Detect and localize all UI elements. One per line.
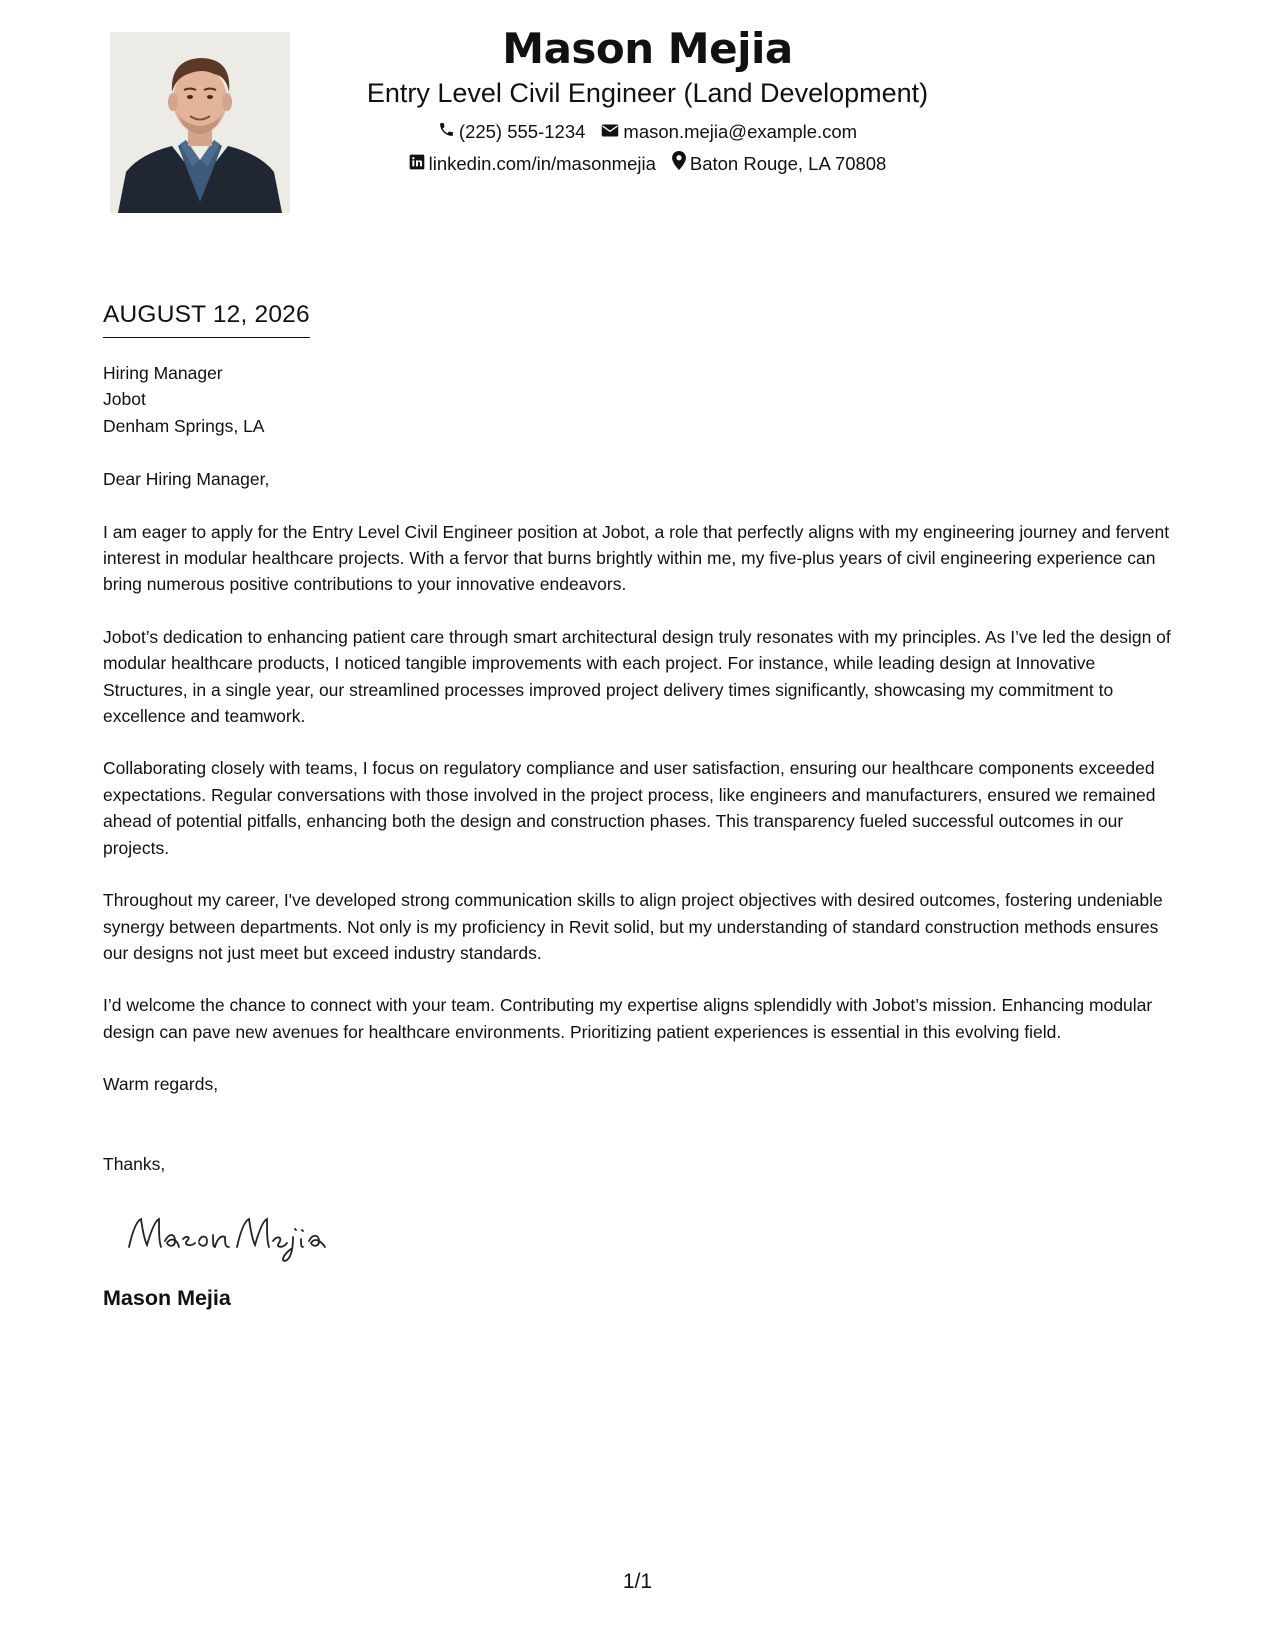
signature (125, 1203, 345, 1263)
salutation: Dear Hiring Manager, (103, 469, 270, 490)
thanks-line: Thanks, (103, 1153, 166, 1174)
email-contact[interactable] (601, 116, 857, 148)
applicant-name: Mason Mejia (502, 24, 793, 73)
phone-icon (438, 116, 455, 148)
letter-paragraph: Jobot’s dedication to enhancing patient care through smart architectural design truly resonates with my principles. As I’ve led the design of modular healthcare products, I noticed tangible improvements with each project. For instance, while leading design at Innovative Structures, in a single year, our streamlined processes improved project delivery times significantly, showcasing my commitment to excellence and teamwork. (103, 626, 1171, 727)
linkedin-url[interactable]: linkedin.com/in/masonmejia (428, 153, 656, 174)
handwritten-signature (125, 1203, 345, 1263)
signed-name: Mason Mejia (103, 1285, 231, 1310)
recipient-company: Jobot (103, 389, 146, 410)
recipient-name: Hiring Manager (103, 363, 223, 383)
profile-photo-illustration (110, 32, 290, 213)
letter-date: AUGUST 12, 2026 (103, 298, 310, 338)
envelope-icon (601, 116, 619, 148)
letter-paragraph: I’d welcome the chance to connect with your team. Contributing my expertise aligns splendidly with Jobot’s mission. Enhancing modular design can pave new avenues for healthcare environments. Prioritizing patient experiences is essential in this evolving field. (103, 995, 1153, 1042)
job-title: Entry Level Civil Engineer (Land Development) (366, 78, 929, 108)
letter-paragraph: Throughout my career, I've developed strong communication skills to align project objectives with desired outcomes, fostering undeniable synergy between departments. Not only is my proficiency in Revit solid, but my understanding of standard construction methods ensures our designs not just meet but exceed industry standards. (103, 890, 1163, 963)
linkedin-contact[interactable] (409, 148, 656, 180)
resume-header (290, 22, 1005, 180)
letter-paragraph: I am eager to apply for the Entry Level Civil Engineer position at Jobot, a role that perfectly aligns with my engineering journey and fervent interest in modular healthcare projects. With a fervor that burns brightly within me, my five-plus years of civil engineering experience can bring numerous positive contributions to your innovative endeavors. (103, 521, 1170, 595)
location-contact (672, 148, 886, 180)
recipient-block (103, 360, 1183, 439)
letter-paragraph: Collaborating closely with teams, I focus on regulatory compliance and user satisfaction, ensuring our healthcare components exceeded expectations. Regular conversations with those involved in the project process, like engineers and manufacturers, ensured we remained ahead of potential pitfalls, enhancing both the design and construction phases. This transparency fueled successful outcomes in our projects. (103, 758, 1156, 858)
location-text: Baton Rouge, LA 70808 (689, 153, 887, 174)
recipient-location: Denham Springs, LA (103, 415, 265, 436)
contact-row-2 (290, 148, 1005, 180)
phone-contact (438, 116, 586, 148)
map-pin-icon (672, 148, 686, 180)
page-number: 1/1 (622, 1570, 653, 1593)
phone-number: (225) 555-1234 (458, 121, 586, 142)
profile-photo (110, 32, 290, 213)
email-address[interactable]: mason.mejia@example.com (623, 121, 858, 142)
letter-body (103, 298, 1183, 1313)
closing: Warm regards, (103, 1074, 219, 1095)
linkedin-icon (409, 148, 425, 180)
contact-row-1 (290, 116, 1005, 148)
